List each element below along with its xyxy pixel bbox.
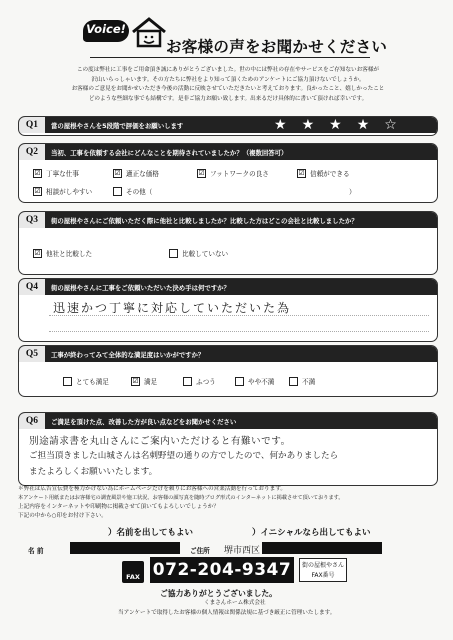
note-line: ＊弊社は広告宣伝費を極力かけない為にホームページだけを頼りにお客様への営業活動を行っております。: [18, 486, 286, 492]
option-somewhat-dissatisfied[interactable]: やや不満: [235, 376, 274, 386]
question-text: 工事が終わってみて全体的な満足度はいかがですか？: [51, 350, 205, 359]
option-not-compared[interactable]: 比較していない: [169, 248, 228, 258]
intro-text: [18, 66, 438, 104]
house-icon: [131, 16, 167, 48]
question-text: 街の屋根やさんに工事をご依頼いただいた決め手は何ですか？: [51, 283, 230, 292]
checkbox[interactable]: [113, 187, 122, 196]
question-4: [18, 278, 438, 342]
checkbox[interactable]: [235, 377, 244, 386]
checkbox[interactable]: ☑: [114, 168, 121, 177]
option-name-ok[interactable]: ）名前を出してもよい: [108, 528, 194, 538]
option-average[interactable]: ふつう: [183, 376, 216, 386]
checkbox[interactable]: ☑: [198, 168, 205, 177]
intro-line: お客様のご意見をお聞かせいただき今後の活動に反映させていただきたいと考えております。良かったこと、嬉しかったこと: [71, 86, 385, 93]
option-satisfied[interactable]: ☑ 満足: [132, 376, 158, 386]
voice-label: Voice!: [86, 22, 126, 36]
star-rating[interactable]: [274, 117, 397, 133]
question-6: [18, 412, 438, 486]
question-text: 街の屋根やさんにご依頼いただく際に他社と比較しましたか？比較した方はどこの会社と比較しましたか？: [51, 216, 358, 225]
question-number: Q3: [19, 212, 45, 228]
address-value[interactable]: 堺市西区: [224, 546, 261, 556]
thanks-text: ご協力ありがとうございました。: [160, 589, 277, 598]
title-underline: [90, 57, 370, 58]
name-label: 名 前: [28, 547, 44, 555]
intro-line: 沢山いらっしゃいます。その方たちに弊社をより知って頂くためのアンケートにご協力頂けないでしょうか。: [91, 76, 365, 83]
question-number: Q2: [19, 144, 45, 160]
handwritten-answer: 迅速かつ丁寧に対応していただいた為: [53, 301, 292, 315]
handwritten-answer-line: ご担当頂きました山城さんは名刺野望の通りの方でしたので、何かありましたら: [29, 451, 339, 461]
option-dissatisfied[interactable]: 不満: [289, 376, 315, 386]
intro-line: どのような些細な事でも結構です。是非ご協力お願い致します。出来るだけ具体的に書いて頂ければ幸いです。: [88, 95, 368, 102]
fax-icon: FAX: [122, 561, 144, 583]
question-2: [18, 143, 438, 203]
option-other[interactable]: その他（: [113, 186, 152, 196]
answer-line: [49, 315, 429, 316]
question-number: Q4: [19, 279, 45, 295]
option-polite-work[interactable]: ☑ 丁寧な仕事: [34, 168, 79, 178]
checkbox[interactable]: ☑: [34, 168, 41, 177]
other-close-paren: ）: [349, 188, 356, 196]
question-number: Q5: [19, 346, 45, 362]
note-line: 上記内容をインターネットや印刷物に掲載させて頂いてもよろしいでしょうか？: [18, 504, 219, 510]
fax-info-box: 街の屋根やさん FAX番号: [299, 558, 347, 582]
star-icon[interactable]: ★: [356, 117, 370, 133]
checkbox[interactable]: ☑: [298, 168, 305, 177]
option-initial-ok[interactable]: ）イニシャルなら出してもよい: [252, 528, 371, 538]
handwritten-answer-line: またよろしくお願いいたします。: [29, 467, 158, 477]
question-1: [18, 116, 438, 136]
note-line: 下記の中から○印をお付け下さい。: [18, 513, 107, 519]
address-field-redacted[interactable]: [262, 542, 382, 554]
checkbox[interactable]: [169, 249, 178, 258]
option-fair-price[interactable]: ☑ 適正な価格: [114, 168, 159, 178]
star-icon[interactable]: ★: [274, 117, 287, 133]
checkbox[interactable]: ☑: [34, 248, 41, 257]
option-footwork[interactable]: ☑ フットワークの良さ: [198, 168, 269, 178]
star-outline-icon[interactable]: ☆: [384, 117, 397, 133]
checkbox[interactable]: ☑: [34, 186, 41, 195]
fax-number: 072-204-9347: [150, 557, 294, 583]
handwritten-answer-line: 別途請求書を丸山さんにご案内いただけると有難いです。: [29, 436, 291, 447]
checkbox[interactable]: [289, 377, 298, 386]
question-text: 當の屋根やさんを5段階で評価をお願いします: [51, 121, 184, 130]
question-number: Q6: [19, 413, 45, 429]
question-text: ご満足を頂けた点、改善した方が良い点などをお聞かせください: [51, 417, 237, 426]
company-name: くまさんホーム株式会社: [204, 600, 266, 606]
checkbox[interactable]: [183, 377, 192, 386]
note-line: 本アンケート用紙またはお客様宅の調査風景や施工状況、お客様の顔写真を随時ブログ形式のインターネットに掲載させて頂いております。: [18, 495, 344, 501]
answer-line: [49, 331, 429, 332]
option-easy-consult[interactable]: ☑ 相談がしやすい: [34, 186, 93, 196]
address-label: ご住所: [190, 547, 210, 555]
question-number: Q1: [19, 117, 45, 133]
question-3: [18, 211, 438, 275]
option-compared[interactable]: ☑ 他社と比較した: [34, 248, 93, 258]
question-text: 当初、工事を依頼する会社にどんなことを期待されていましたか？（複数回答可）: [51, 148, 288, 157]
question-5: [18, 345, 438, 397]
option-trustworthy[interactable]: ☑ 信頼ができる: [298, 168, 350, 178]
checkbox[interactable]: ☑: [132, 376, 139, 385]
name-field-redacted[interactable]: [70, 542, 180, 554]
intro-line: この度は弊社に工事をご用命頂き誠にありがとうございました。世の中には弊社の存在やサービスをご存知ないお客様が: [76, 67, 380, 73]
checkbox[interactable]: [63, 377, 72, 386]
privacy-note: 当アンケートで取得したお客様の個人情報は関係法規に基づき厳正に管理いたします。: [118, 610, 336, 616]
star-icon[interactable]: ★: [301, 117, 315, 133]
star-icon[interactable]: ★: [329, 117, 342, 133]
page-title: お客様の声をお聞かせください: [166, 38, 388, 56]
option-very-satisfied[interactable]: とても満足: [63, 376, 109, 386]
